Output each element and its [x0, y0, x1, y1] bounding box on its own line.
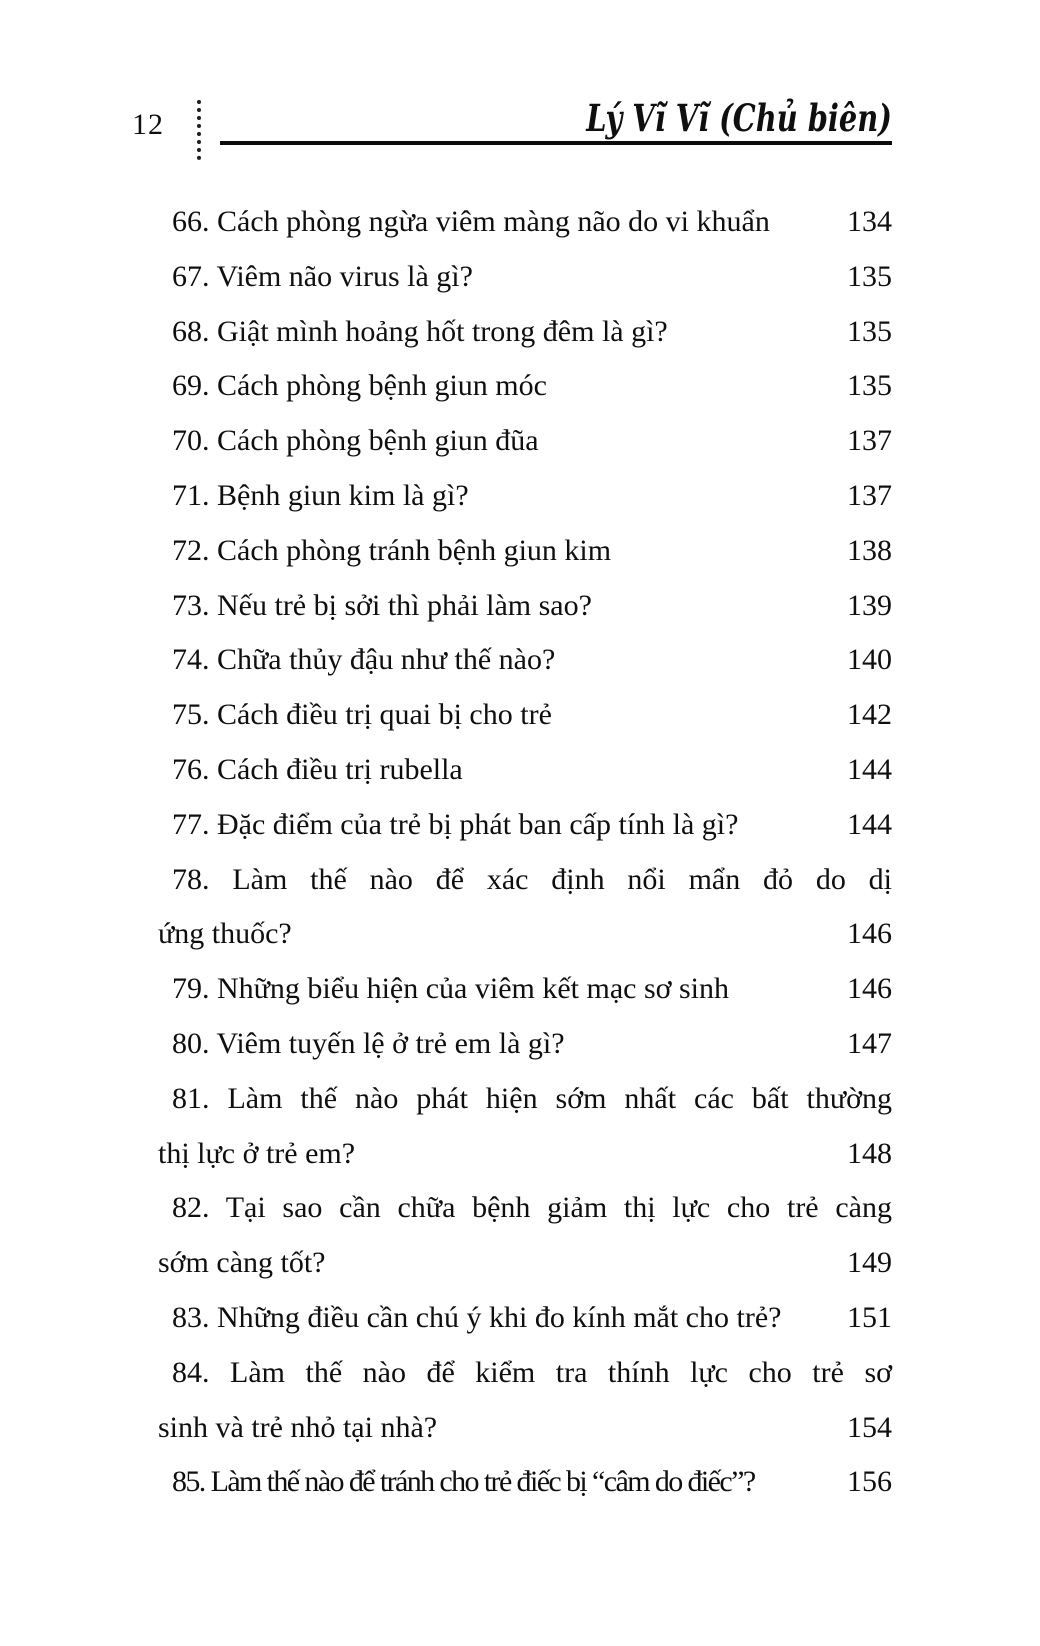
toc-entry	[158, 853, 892, 963]
toc-entry	[158, 414, 892, 469]
toc-entry-title: 71. Bệnh giun kim là gì?	[172, 478, 469, 512]
running-head-author: Lý Vĩ Vĩ (Chủ biên)	[586, 96, 892, 140]
toc-entry-title: 69. Cách phòng bệnh giun móc	[172, 369, 547, 403]
toc-entry	[158, 469, 892, 524]
toc-entry-page: 138	[847, 533, 892, 567]
toc-entry-page: 137	[847, 478, 892, 512]
toc-entry-title-line2: sinh và trẻ nhỏ tại nhà?	[158, 1410, 438, 1444]
toc-entry-title-line2: sớm càng tốt?	[158, 1246, 326, 1280]
toc-entry-page: 146	[847, 972, 892, 1006]
toc-entry-title: 83. Những điều cần chú ý khi đo kính mắt cho trẻ?	[172, 1300, 782, 1334]
toc-entry-page: 142	[847, 698, 892, 732]
toc-entry-title-line2: ứng thuốc?	[158, 917, 292, 951]
toc-entry-page: 139	[847, 588, 892, 622]
toc-entry-page: 154	[847, 1410, 892, 1444]
toc-entry-title: 80. Viêm tuyến lệ ở trẻ em là gì?	[172, 1026, 565, 1060]
toc-entry-page: 156	[847, 1465, 892, 1499]
toc-entry-page: 144	[847, 807, 892, 841]
toc-entry	[158, 1455, 892, 1510]
toc-entry	[158, 688, 892, 743]
toc-entry-page: 148	[847, 1136, 892, 1170]
toc-entry-title: 75. Cách điều trị quai bị cho trẻ	[172, 698, 552, 732]
toc-entry-page: 149	[847, 1246, 892, 1280]
toc-entry	[158, 1346, 892, 1456]
toc-entry	[158, 1072, 892, 1182]
toc-entry-page: 137	[847, 424, 892, 458]
toc-entry	[158, 195, 892, 250]
toc-entry	[158, 798, 892, 853]
toc-entry-page: 135	[847, 369, 892, 403]
toc-entry-title: 68. Giật mình hoảng hốt trong đêm là gì?	[172, 314, 668, 348]
toc-entry-page: 146	[847, 917, 892, 951]
toc-entry-title-line1: 78. Làm thế nào để xác định nổi mẩn đỏ do dị	[172, 862, 892, 896]
table-of-contents	[158, 195, 892, 1510]
toc-entry-title: 72. Cách phòng tránh bệnh giun kim	[172, 533, 612, 567]
toc-entry-title: 74. Chữa thủy đậu như thế nào?	[172, 643, 556, 677]
toc-entry-title: 77. Đặc điểm của trẻ bị phát ban cấp tính là gì?	[172, 807, 739, 841]
toc-entry-title-line1: 84. Làm thế nào để kiểm tra thính lực cho trẻ sơ	[172, 1355, 892, 1389]
toc-entry-title: 67. Viêm não virus là gì?	[172, 259, 473, 293]
toc-entry	[158, 962, 892, 1017]
toc-entry-title: 73. Nếu trẻ bị sởi thì phải làm sao?	[172, 588, 592, 622]
toc-entry-title: 79. Những biểu hiện của viêm kết mạc sơ sinh	[172, 972, 730, 1006]
toc-entry-page: 151	[847, 1300, 892, 1334]
toc-entry-page: 144	[847, 752, 892, 786]
toc-entry-page: 135	[847, 314, 892, 348]
toc-entry-page: 147	[847, 1026, 892, 1060]
toc-entry-page: 135	[847, 259, 892, 293]
toc-entry-title-line2: thị lực ở trẻ em?	[158, 1136, 356, 1170]
toc-entry	[158, 359, 892, 414]
dotted-separator	[197, 100, 201, 160]
toc-entry-title: 70. Cách phòng bệnh giun đũa	[172, 424, 539, 458]
toc-entry	[158, 579, 892, 634]
toc-entry-page: 140	[847, 643, 892, 677]
toc-entry-title: 85. Làm thế nào để tránh cho trẻ điếc bị “câm do điếc”?	[172, 1465, 755, 1499]
toc-entry	[158, 305, 892, 360]
toc-entry-title-line1: 82. Tại sao cần chữa bệnh giảm thị lực cho trẻ càng	[172, 1191, 892, 1225]
toc-entry	[158, 743, 892, 798]
header-rule	[220, 141, 892, 145]
toc-entry-title: 66. Cách phòng ngừa viêm màng não do vi khuẩn	[172, 205, 770, 238]
toc-entry	[158, 524, 892, 579]
toc-entry-title: 76. Cách điều trị rubella	[172, 752, 463, 786]
toc-entry	[158, 1291, 892, 1346]
toc-entry	[158, 633, 892, 688]
toc-entry	[158, 1181, 892, 1291]
toc-entry	[158, 1017, 892, 1072]
toc-entry	[158, 250, 892, 305]
page-folio: 12	[132, 108, 164, 141]
toc-entry-title-line1: 81. Làm thế nào phát hiện sớm nhất các bất thường	[172, 1081, 892, 1115]
toc-entry-page: 134	[847, 205, 892, 238]
